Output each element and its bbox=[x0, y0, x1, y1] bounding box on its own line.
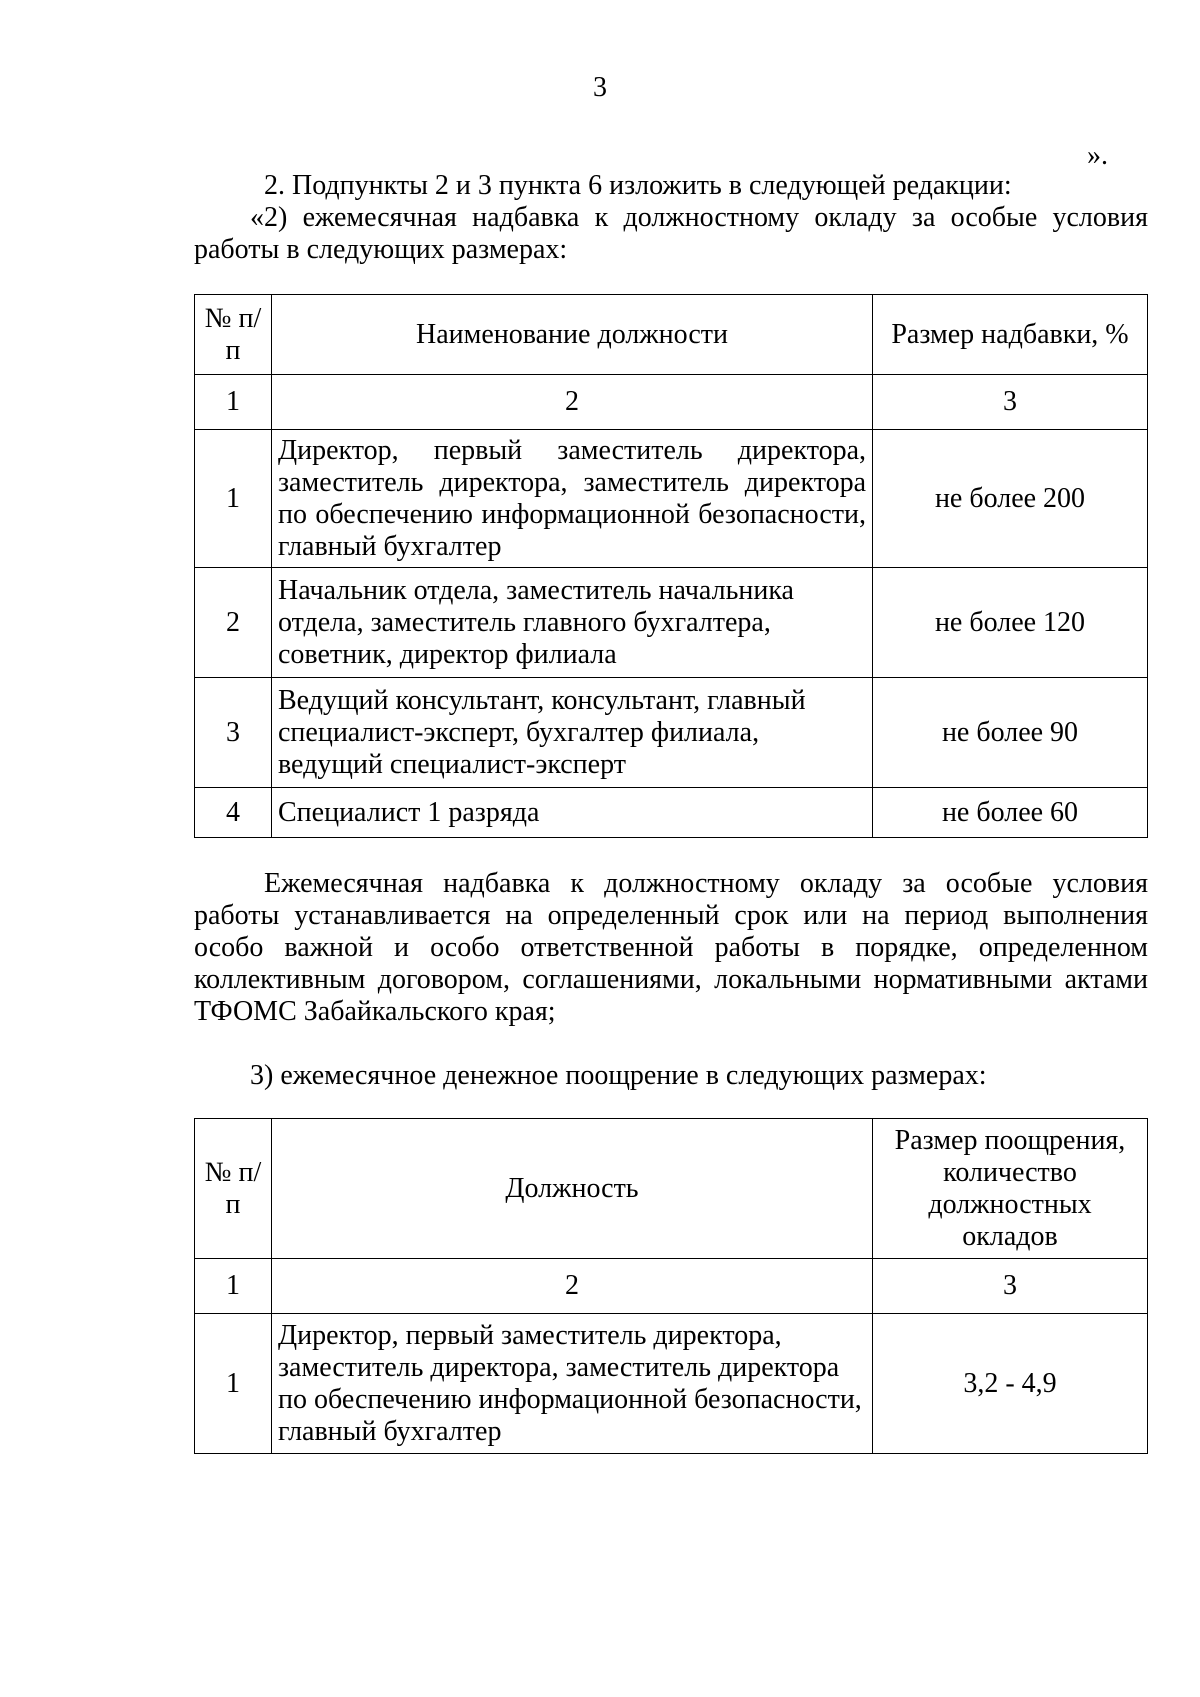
header-bonus-size: Размер поощрения, количество должностных окладов bbox=[873, 1119, 1148, 1259]
header-num: № п/п bbox=[195, 295, 272, 375]
index-cell: 1 bbox=[195, 1259, 272, 1314]
row-position: Директор, первый заместитель директора, заместитель директора, заместитель директора по обеспечению информационной безопасности, главный бухгалтер bbox=[272, 430, 873, 568]
row-position: Ведущий консультант, консультант, главный специалист-эксперт, бухгалтер филиала, ведущий специалист-эксперт bbox=[272, 678, 873, 788]
header-position: Должность bbox=[272, 1119, 873, 1259]
table-row bbox=[195, 430, 1148, 568]
row-size: 3,2 - 4,9 bbox=[873, 1314, 1148, 1454]
bonus-table-index-row bbox=[195, 1259, 1148, 1314]
row-position: Директор, первый заместитель директора, заместитель директора, заместитель директора по обеспечению информационной безопасности, главный бухгалтер bbox=[272, 1314, 873, 1454]
closing-quote: ». bbox=[1087, 140, 1108, 171]
bonus-table-header bbox=[195, 1119, 1148, 1259]
table-row bbox=[195, 678, 1148, 788]
allowance-paragraph: Ежемесячная надбавка к должностному окладу за особые условия работы устанавливается на определенный срок или на период выполнения особо важной и особо ответственной работы в порядке, определенном коллективным договором, соглашениями, локальными нормативными актами ТФОМС Забайкальского края; bbox=[194, 868, 1148, 1027]
page-number: 3 bbox=[593, 72, 607, 103]
row-size: не более 200 bbox=[873, 430, 1148, 568]
row-num: 1 bbox=[195, 1314, 272, 1454]
subitem-2-text: «2) ежемесячная надбавка к должностному окладу за особые условия работы в следующих размерах: bbox=[194, 202, 1148, 265]
allowance-table-header bbox=[195, 295, 1148, 375]
header-position-name: Наименование должности bbox=[272, 295, 873, 375]
row-size: не более 90 bbox=[873, 678, 1148, 788]
row-num: 3 bbox=[195, 678, 272, 788]
index-cell: 3 bbox=[873, 375, 1148, 430]
table-row bbox=[195, 568, 1148, 678]
allowance-table-index-row bbox=[195, 375, 1148, 430]
row-num: 4 bbox=[195, 788, 272, 838]
index-cell: 3 bbox=[873, 1259, 1148, 1314]
subitem-3-text: 3) ежемесячное денежное поощрение в следующих размерах: bbox=[250, 1060, 987, 1091]
row-size: не более 120 bbox=[873, 568, 1148, 678]
index-cell: 2 bbox=[272, 1259, 873, 1314]
header-num: № п/п bbox=[195, 1119, 272, 1259]
header-allowance-size: Размер надбавки, % bbox=[873, 295, 1148, 375]
allowance-table bbox=[194, 294, 1148, 838]
row-size: не более 60 bbox=[873, 788, 1148, 838]
document-body bbox=[194, 170, 1148, 1454]
bonus-table bbox=[194, 1118, 1148, 1454]
table-row bbox=[195, 788, 1148, 838]
row-num: 2 bbox=[195, 568, 272, 678]
index-cell: 2 bbox=[272, 375, 873, 430]
row-position: Начальник отдела, заместитель начальника отдела, заместитель главного бухгалтера, советник, директор филиала bbox=[272, 568, 873, 678]
row-num: 1 bbox=[195, 430, 272, 568]
amendment-item-2: 2. Подпункты 2 и 3 пункта 6 изложить в следующей редакции: bbox=[264, 170, 1012, 201]
index-cell: 1 bbox=[195, 375, 272, 430]
row-position: Специалист 1 разряда bbox=[272, 788, 873, 838]
table-row bbox=[195, 1314, 1148, 1454]
